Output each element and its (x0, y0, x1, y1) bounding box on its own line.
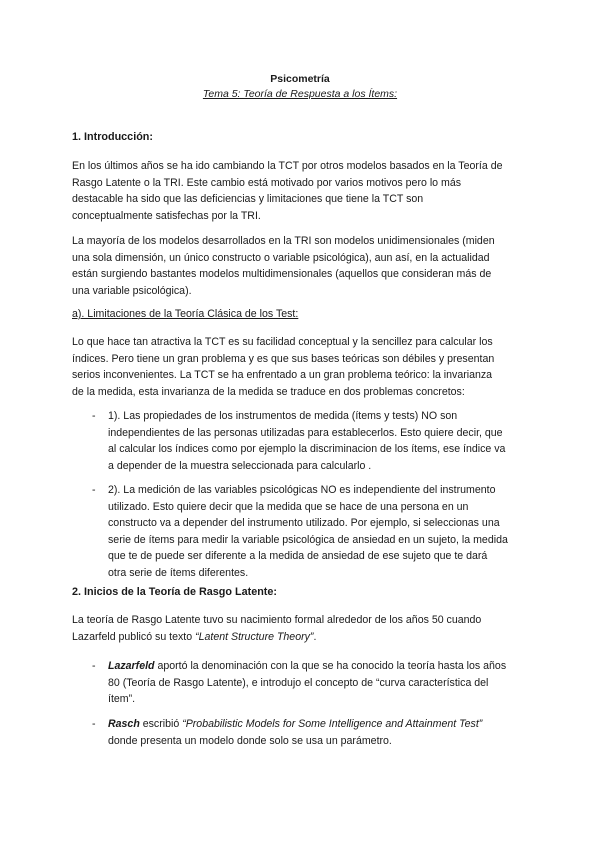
text-line: que te de puede ser diferente a la medida de ansiedad de ese sujeto que te dará (108, 550, 488, 563)
section-2-heading: 2. Inicios de la Teoría de Rasgo Latente: (72, 586, 277, 598)
text-line: ítem”. (108, 693, 136, 706)
text-line: Rasgo Latente o la TRI. Este cambio está motivado por varios motivos pero lo más (72, 176, 462, 189)
book-title: “Probabilistic Models for Some Intelligence and Attainment Test” (182, 718, 483, 730)
book-title: “Latent Structure Theory” (195, 630, 314, 643)
text-line: están surgiendo bastantes modelos multidimensionales (aquellos que consideran más de (72, 268, 492, 281)
text-line: La mayoría de los modelos desarrollados en la TRI son modelos unidimensionales (miden (72, 235, 495, 247)
text-line: utilizado. Esto quiere decir que la medida que se hace de una persona en un (108, 500, 469, 513)
text-line: conceptualmente satisfechas por la TRI. (72, 209, 261, 222)
subsection-a-heading: a). Limitaciones de la Teoría Clásica de los Test: (72, 308, 299, 320)
author-name: Rasch (108, 718, 140, 730)
text-line: 80 (Teoría de Rasgo Latente), e introdujo el concepto de “curva característica del (108, 676, 489, 689)
text-line (108, 716, 532, 733)
list-item-text (108, 408, 532, 474)
limitations-paragraph (72, 334, 532, 400)
text-line: una variable psicológica). (72, 284, 192, 297)
text-line: al calcular los índices como por ejemplo la discriminacion de los ítems, ese índice va (108, 443, 506, 456)
text-line: destacable ha sido que las deficiencias y limitaciones que tiene la TCT son (72, 193, 424, 206)
list-item-text (108, 658, 532, 708)
text-line: serios inconvenientes. La TCT se ha enfrentado a un gran problema teórico: la invarianza (72, 369, 493, 382)
text-segment: Lazarfeld publicó su texto (72, 630, 196, 643)
document-subtitle: Tema 5: Teoría de Respuesta a los Ítems: (202, 88, 398, 100)
text-segment: escribió (139, 718, 183, 730)
intro-paragraph-2 (72, 233, 532, 299)
intro-paragraph-1 (72, 158, 532, 224)
text-line: independientes de las personas utilizadas para establecerlos. Esto quiere decir, que (108, 426, 503, 439)
list-item-text (108, 716, 532, 749)
section-1-heading: 1. Introducción: (72, 131, 153, 143)
text-line: 1). Las propiedades de los instrumentos de medida (ítems y tests) NO son (108, 410, 458, 422)
text-segment: aportó la denominación con la que se ha conocido la teoría hasta los años (154, 660, 507, 672)
text-line: Lo que hace tan atractiva la TCT es su facilidad conceptual y la sencillez para calcular los (72, 336, 493, 348)
text-line: serie de ítems para medir la variable psicológica de ansiedad en un sujeto, la medida (108, 533, 508, 546)
text-line: donde presenta un modelo donde solo se usa un parámetro. (108, 734, 392, 747)
text-line: La teoría de Rasgo Latente tuvo su nacimiento formal alrededor de los años 50 cuando (72, 614, 482, 626)
text-line: En los últimos años se ha ido cambiando la TCT por otros modelos basados en la Teoría de (72, 160, 503, 172)
list-item-text (108, 482, 532, 582)
text-line (72, 629, 532, 646)
text-line: constructo va a depender del instrumento utilizado. Por ejemplo, si seleccionas una (108, 517, 500, 530)
text-line: índices. Pero tiene un gran problema y es que sus bases teóricas son débiles y presentan (72, 352, 495, 365)
text-line: de la medida, esta invarianza de la medida se traduce en dos problemas concretos: (72, 385, 465, 398)
author-name: Lazarfeld (108, 660, 155, 672)
text-line: otra serie de ítems diferentes. (108, 566, 249, 579)
document-title: Psicometría (270, 73, 330, 85)
bullet-dash: - (92, 718, 96, 730)
bullet-dash: - (92, 660, 96, 672)
text-segment: . (313, 630, 317, 643)
text-line (108, 658, 532, 675)
bullet-dash: - (92, 410, 96, 422)
text-line: una sola dimensión, un único constructo o variable psicológica), aun así, en la actualidad (72, 251, 490, 264)
text-line: 2). La medición de las variables psicológicas NO es independiente del instrumento (108, 484, 496, 496)
text-line: a depender de la muestra seleccionada para calcularlo . (108, 459, 372, 472)
bullet-dash: - (92, 484, 96, 496)
rasgo-latente-paragraph (72, 612, 532, 645)
